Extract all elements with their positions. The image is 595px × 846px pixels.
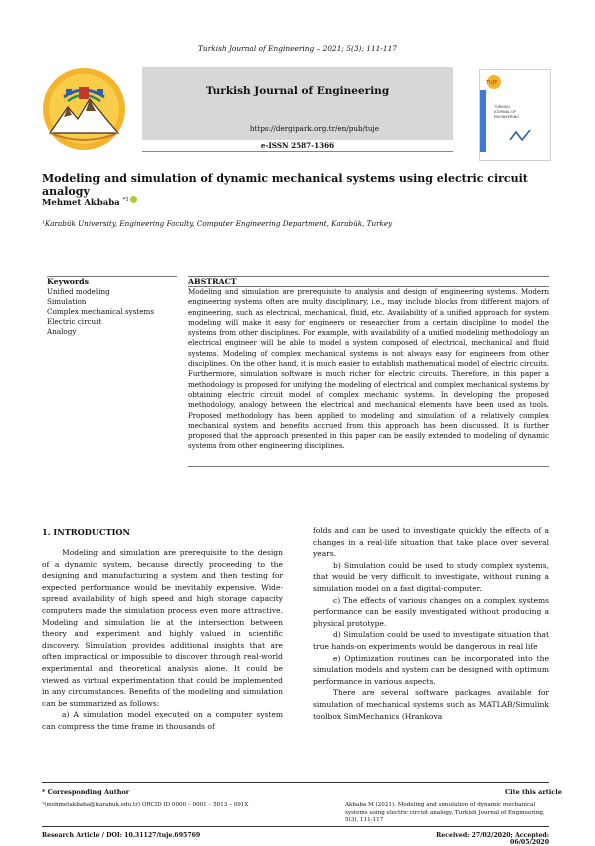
body-paragraph: a) A simulation model executed on a computer system can compress the time frame in thousands of [42,710,283,731]
svg-text:TURKISH: TURKISH [494,105,510,109]
author-email[interactable]: ¹(mehmetakbaba@karabuk.edu.tr) ORCID ID 0000 – 0001 – 5013 – 091X [42,802,249,808]
journal-cover-image [479,69,551,161]
abstract-text: Modeling and simulation are prerequisite to analysis and design of engineering systems. Modern engineering systems often are multy disciplinary, i.e., may include blocks from different majors of engineering, such as electrical, mechanical, fluid, etc. Availability of a unified approach for system modeling will make it easy for engineers or researcher from a certain discipline to model the systems from other disciplines. For example, with availability of a unified modeling methodology an electrical engineer will be able to model a system composed of electrical, mechanical and fluid systems. Modeling of complex mechanical systems is not always easy for engineers from other disciplines. On the other hand, it is much easier to establish mathematical model of electric circuits. Furthermore, simulation software is much richer for electric circuits. Therefore, in this paper a methodology is proposed for unifying the modeling of electrical and complex mechanical systems by obtaining electric circuit model of complex mechanic systems. In developing the proposed methodology, analogy between the electrical and mechanical elements have been used as tools. Proposed methodology has been applied to modeling and simulation of a relatively complex mechanical system and benefits accrued from this approach has been discussed. It is further proposed that the approach presented in this paper can be easily extended to modeling of dynamic systems from other engineering disciplines. [188,287,549,451]
journal-url-container [142,124,453,133]
orcid-icon[interactable] [130,196,137,203]
author-superscript: *1 [122,197,129,204]
keyword-item: Unified modeling [47,287,110,296]
cover-brand: TUJE [486,80,498,86]
body-paragraph: d) Simulation could be used to investigate situation that true hands-on experiments would be dangerous in real life [313,630,549,651]
divider [142,151,453,152]
journal-url-link[interactable]: https://dergipark.org.tr/en/pub/tuje [249,124,379,133]
cite-heading: Cite this article [505,788,562,796]
divider [42,826,549,827]
body-column-left [42,547,283,733]
keywords-list [47,287,154,337]
journal-title: Turkish Journal of Engineering [205,85,390,97]
doi-label[interactable]: Research Article / DOI: 10.31127/tuje.695769 [42,832,201,839]
divider [188,276,549,277]
running-header: Turkish Journal of Engineering – 2021; 5(3); 111-117 [198,44,397,53]
section-heading: 1. INTRODUCTION [42,527,131,537]
citation-text: Akbaba M (2021). Modeling and simulation of dynamic mechanical systems using electric circuit analogy. Turkish Journal of Engineering, 5(3), 111-117 [345,802,545,823]
author-name: Mehmet Akbaba [42,198,120,208]
divider [188,466,549,467]
keyword-item: Analogy [47,327,77,336]
body-paragraph: folds and can be used to investigate quickly the effects of a changes in a real-life situation that take place over several years. [313,526,549,559]
keyword-item: Electric circuit [47,317,102,326]
paper-title: Modeling and simulation of dynamic mechanical systems using electric circuit analogy [42,172,528,198]
corresponding-author-label: * Corresponding Author [42,788,130,796]
body-paragraph: e) Optimization routines can be incorporated into the simulation models and system can be designed with optimum performance in various aspects. [313,653,549,686]
body-paragraph: There are several software packages available for simulation of mechanical systems such as MATLAB/Simulink toolbox SimMechanics (Hrankova [313,688,549,721]
keyword-item: Simulation [47,297,87,306]
svg-text:JOURNAL OF: JOURNAL OF [494,110,517,114]
affiliation: ¹Karabük University, Engineering Faculty, Computer Engineering Department, Karabük, Turkey [42,219,393,228]
body-paragraph: c) The effects of various changes on a complex systems performance can be easily investigated without producing a physical prototype. [313,595,549,628]
body-paragraph: b) Simulation could be used to study complex systems, that would be very difficult to investigate, without runing a simulation model on a fast digital-computer. [313,560,549,593]
body-column-right [313,525,549,722]
body-paragraph: Modeling and simulation are prerequisite to the design of a dynamic system, because directly proceeding to the designing and manufacturing a system and then testing for expected performance would be inevitably expensive. Wide-spread availability of high speed and high storage capacity computers made the simulation process even more attractive. Modeling and simulation lie at the intersection between theory and experiment and highly valued in scientific discovery. Simulation provides additional insights that are often impractical or impossible to discover through real-world experimental and theoretical analysis alone. It could be viewed as virtual experimentation that could be implemented in any circumstances. Benefits of the modeling and simulation can be summarized as follows: [42,548,283,708]
svg-text:ENGINEERING: ENGINEERING [494,115,520,119]
keyword-item: Complex mechanical systems [47,307,155,316]
abstract-heading: ABSTRACT [188,277,237,286]
keywords-heading: Keywords [47,277,89,286]
received-dates: Received: 27/02/2020; Accepted: 06/05/2020 [436,832,549,846]
divider [42,782,549,783]
journal-logo [42,67,126,151]
issn-label: e-ISSN 2587-1366 [260,141,335,150]
author-line [42,196,137,208]
